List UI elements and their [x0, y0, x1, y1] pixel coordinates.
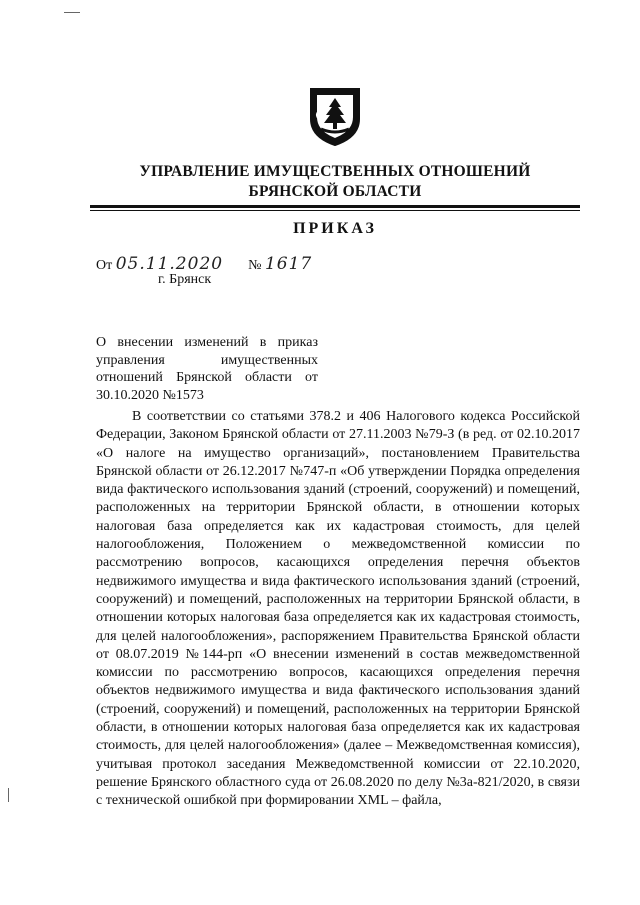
scan-artifact [64, 12, 80, 13]
number-prefix: № [248, 258, 262, 273]
organization-title [90, 162, 580, 202]
organization-line-1: УПРАВЛЕНИЕ ИМУЩЕСТВЕННЫХ ОТНОШЕНИЙ [139, 163, 531, 180]
coat-of-arms-icon [307, 85, 363, 147]
header-rule-thin [90, 210, 580, 211]
date-number-line [96, 254, 312, 274]
city-label: г. Брянск [158, 272, 212, 287]
date-prefix: От [96, 258, 113, 273]
handwritten-date: 05.11.2020 [115, 254, 224, 274]
document-subject: О внесении изменений в приказ управления имущественных отношений Брянской области от 30.10.2020 №1573 [96, 335, 318, 403]
document-type: ПРИКАЗ [293, 220, 377, 237]
header-rule-thick [90, 205, 580, 208]
scan-artifact-margin [8, 788, 12, 802]
handwritten-number: 1617 [264, 254, 313, 274]
organization-line-2: БРЯНСКОЙ ОБЛАСТИ [248, 183, 422, 200]
document-body: В соответствии со статьями 378.2 и 406 Налогового кодекса Российской Федерации, Законом Брянской области от 27.11.2003 №79-З (в ред. от 02.10.2017 «О налоге на имущество организаций», постановлением Правительства Брянской области от 26.12.2017 №747-п «Об утверждении Порядка определения вида фактического использования зданий (строений, сооружений) и помещений, расположенных на территории Брянской области, в отношении которых налоговая база определяется как их кадастровая стоимость, для целей налогообложения, Положением о межведомственной комиссии по рассмотрению вопросов, касающихся определения перечня объектов недвижимого имущества и вида фактического использования зданий (строений, сооружений) и помещений, расположенных на территории Брянской области, в отношении которых налоговая база определяется как их кадастровая стоимость, для целей налогообложения», распоряжением Правительства Брянской области от 08.07.2019 №144-рп «О внесении изменений в состав межведомственной комиссии по рассмотрению вопросов, касающихся определения перечня объектов недвижимого имущества и вида фактического использования зданий (строений, сооружений) и помещений, расположенных на территории Брянской области, в отношении которых налоговая база определяется как их кадастровая стоимость, для целей налогообложения» (далее – Межведомственная комиссия), учитывая протокол заседания Межведомственной комиссии от 22.10.2020, решение Брянского областного суда от 26.08.2020 по делу №3а-821/2020, в связи с технической ошибкой при формировании XML – файла, [96, 409, 580, 809]
